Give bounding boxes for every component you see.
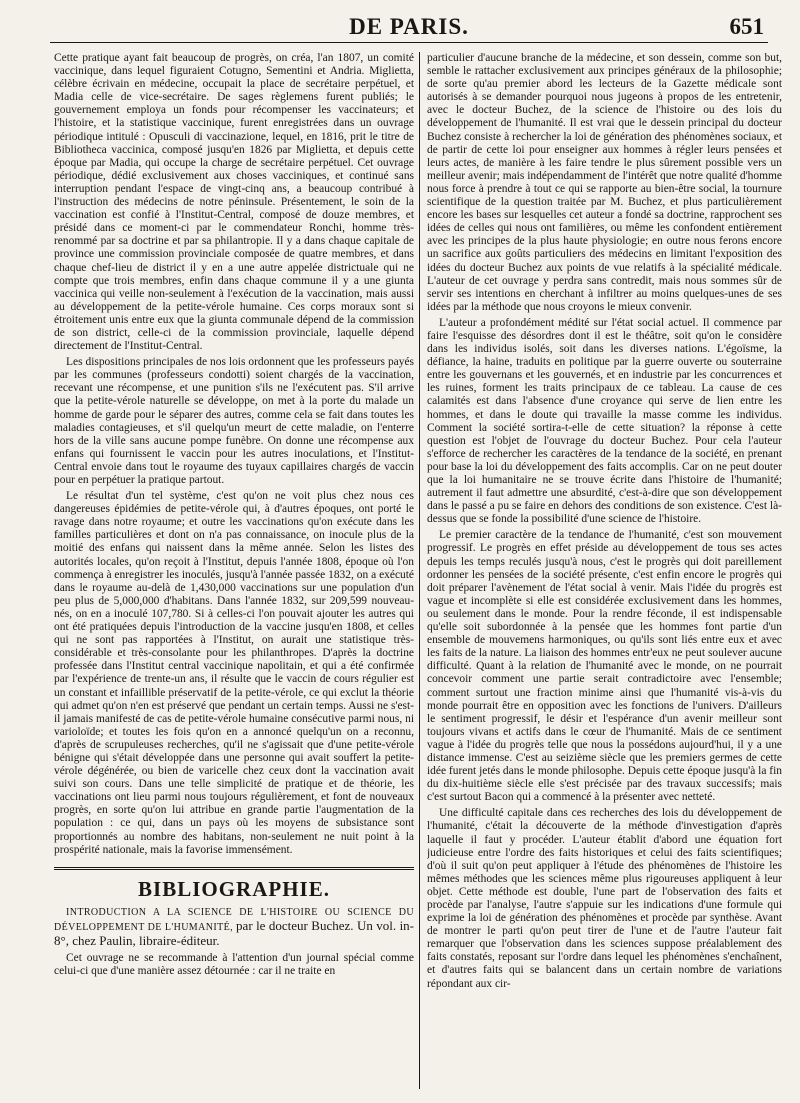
running-title: DE PARIS.: [349, 14, 469, 39]
bibliography-entry: [54, 906, 414, 949]
right-column: [427, 52, 782, 1089]
page-header: [50, 8, 768, 43]
article-paragraph: Cette pratique ayant fait beaucoup de progrès, on créa, l'an 1807, un comité vaccinique, dans lequel figuraient Cotugno, Sementini et Andria. Miglietta, célèbre écrivain en médecine, occupait la place de secrétaire perpétuel, et Madia celle de vice-secrétaire. De sages règlemens furent publiés; le gouvernement employa un fonds pour récompenser les vaccinateurs; et l'histoire, et la statistique vaccinique, furent enregistrées dans un ouvrage périodique intitulé : Opusculi di vaccinazione, lequel, en 1816, prit le titre de Bibliotheca vaccinica, composé jusqu'en 1826 par Miglietta, et depuis cette époque par Madia, qui occupe la charge de secrétaire perpétuel. Cet ouvrage périodique, dédié exclusivement aux choses vacciniques, et continué sans interruption pendant l'espace de vingt-cinq ans, a beaucoup contribué à l'instruction des médecins de notre péninsule. Présentement, le soin de la vaccination est confié à l'Institut-Central, composé de douze membres, et présidé dans ce moment-ci par le commendateur Ronchi, homme très-renommé par sa doctrine et par sa philantropie. Il y a dans chaque capitale de province une commission provinciale composée de quatre membres, et dans chaque chef-lieu de district il y en a une autre appelée districtuale qui ne compte que trois membres, enfin dans chaque commune il y a une giunta vaccinica qui veille non-seulement à l'exécution de la vaccination, mais aussi au développement de la petite-vérole humaine. Ces corps moraux sont si étroitement unis entre eux que la giunta communale dépend de la commission de son district, celle-ci de la commission provinciale, laquelle dépend directement de l'Institut-Central.: [54, 52, 414, 353]
article-paragraph: Les dispositions principales de nos lois ordonnent que les professeurs payés par les communes (professeurs condotti) soient chargés de la vaccination, recevant une récompense, et une punition s'ils ne l'exécutent pas. S'il arrive que la petite-vérole naturelle se développe, on met à la porte du malade un homme de garde pour le séparer des autres, comme cela se fait dans toutes les maladies contagieuses, et s'il quelqu'un meurt de cette maladie, on l'enterre hors de la ville sans aucune pompe funèbre. On donne une récompense aux enfans qui fournissent le vaccin pour les autres inoculations, et l'Institut-Central envoie dans tout le royaume des tuyaux capillaires chargés de vaccin pour en perpétuer la pratique partout.: [54, 356, 414, 486]
book-title: INTRODUCTION A LA SCIENCE DE L'HISTOIRE OU SCIENCE DU DÉVELOPPEMENT DE L'HUMANITÉ,: [54, 906, 414, 933]
page-number: 651: [729, 14, 764, 39]
bibliography-heading: BIBLIOGRAPHIE.: [138, 876, 330, 901]
review-paragraph: L'auteur a profondément médité sur l'état social actuel. Il commence par faire l'esquisse des désordres dont il est le théâtre, soit qu'on le considère dans les individus isolés, soit dans les diverses nations. L'égoïsme, la défiance, la haine, traduits en politique par la guerre ouverte ou souterraine entre les gouvernans et les gouvernés, et en industrie par les concurrences et les ruines, forment les traits principaux de ce tableau. La cause de ces calamités est dans l'absence d'une croyance qui serve de lien entre les hommes, et dans le doute qui travaille la masse comme les individus. Comment la société sortira-t-elle de cette situation? la réponse à cette question est l'objet de l'ouvrage du docteur Buchez. Pour cela l'auteur s'efforce de rechercher les caractères de la tendance de la société, en prenant pour base la loi du développement des faits accomplis. Car on ne peut douter que la loi humanitaire ne se trouve écrite dans l'histoire de l'humanité; autrement il faut admettre une absurdité, c'est-à-dire que son développement dans le passé a pu se faire en dehors des conditions de son existence. C'est là-dessus que se fonde la possibilité d'une science de l'histoire.: [427, 316, 782, 526]
review-paragraph: Le premier caractère de la tendance de l'humanité, c'est son mouvement progressif. Le progrès en effet préside au développement de tous ses actes depuis les temps reculés jusqu'à nous, c'est le progrès qui doit pareillement ordonner les pensées de la société présente, c'est enfin encore le progrès qui doit préparer l'avènement de l'état social à venir. Mais l'idée du progrès est vague et incomplète si elle est considérée exclusivement dans les hommes, ou seulement dans le monde. Pour la rendre féconde, il est indispensable qu'elle soit subordonnée à la pensée que les hommes font partie d'un ensemble de mouvemens harmoniques, ou qu'ils sont liés entre eux et avec les faits de la nature. La liaison des hommes entr'eux ne peut soulever aucune difficulté. Quant à la relation de l'humanité avec le monde, on ne pourrait concevoir comment une partie serait contradictoire avec l'ensemble; comment surtout une fraction minime ainsi que l'humanité vis-à-vis du monde pourrait être en opposition avec les fonctions de l'univers. D'ailleurs le sentiment progressif, le désir et l'espérance d'un avenir meilleur sont toujours vivans et actifs dans le cœur de l'humanité. Mais de ce sentiment vague à l'idée du progrès telle que nous la possédons aujourd'hui, il y a une distance immense. C'est au seizième siècle que les premiers germes de cette idée furent jetés dans le monde philosophe. Depuis cette époque jusqu'à la fin du dix-huitième siècle elle s'est précisée par des travaux successifs; mais c'est surtout Bacon qui a commencé à la présenter avec netteté.: [427, 529, 782, 804]
section-divider: [54, 867, 414, 870]
article-paragraph: Le résultat d'un tel système, c'est qu'on ne voit plus chez nous ces dangereuses épidémies de petite-vérole qui, à d'autres époques, ont porté le ravage dans notre royaume; et outre les vaccinations qu'on exécute dans les familles particulières et dont on n'a pas connaissance, on inocule plus de la moitié des enfans qui naissent dans la même année. Selon les listes des autorités locales, qu'on reçoit à l'Institut, depuis l'année 1808, époque où l'on commença à enregistrer les inoculés, jusqu'à l'année passée 1832, on a exécuté dans le royaume au-delà de 1,430,000 vaccinations sur une population d'un peu plus de 5,000,000 d'habitans. Dans l'année 1832, sur 209,599 nouveau-nés, on en a inoculé 107,780. Si à celles-ci l'on pouvait ajouter les autres qui ont été pratiquées depuis l'introduction de la vaccine jusqu'en 1808, et celles qui ne sont pas rapportées à l'Institut, on aurait une statistique très-considérable et très-consolante pour les philanthropes. D'après la doctrine professée dans l'Institut central vaccinique napolitain, et qui a été confirmée par l'expérience de trente-un ans, il résulte que le vaccin de cours régulier est un constant et infaillible préservatif de la petite-vérole, ce qui exclut la théorie qui admet qu'on n'en est préservé que pendant un certain temps. Aussi ne s'est-il jamais manifesté de cas de petite-vérole humaine consécutive parmi nous, ni varioloïde; et toutes les fois qu'on en a annoncé quelqu'un on a reconnu, d'après de scrupuleuses recherches, qu'il ne s'agissait que d'une petite-vérole bénigne qui s'était développée dans une personne qui avait souffert la petite-vérole dégénérée, ou bien de varicelle chez ceux dont la vaccination avait suivi son cours. Dans une telle simplicité de pratique et de théorie, les vaccinations ont lieu parmi nous toujours régulièrement, et font de nouveaux progrès, en sorte qu'on lui attribue en grande partie l'augmentation de la population : ce qui, dans un pays où les moyens de subsistance sont proportionnés au nombre des habitans, non-seulement ne nuit point à la prospérité nationale, mais la favorise immensément.: [54, 490, 414, 856]
book-details: par le docteur Buchez. Un vol. in-8°, chez Paulin, libraire-éditeur.: [54, 917, 414, 948]
left-column: [54, 52, 414, 1089]
review-paragraph: Une difficulté capitale dans ces recherches des lois du développement de l'humanité, c'était la découverte de la méthode d'investigation d'après laquelle il faut y procéder. L'auteur établit d'abord une équation fort judicieuse entre l'ordre des faits historiques et celui des faits scientifiques; d'où il suit qu'on peut appliquer à l'étude des phénomènes de l'histoire les mêmes méthodes que les sciences même plus rigoureuses appliquent à leur objet. Cette méthode est double, l'une part de l'observation des faits et procède par l'analyse, l'autre s'appuie sur les indications d'une formule qui exprime la loi de génération des phénomènes et procède par synthèse. Avant de montrer le parti qu'on peut tirer de l'une et de l'autre l'auteur fait remarquer que l'observation dans les sciences suppose préalablement des faits constatés, reposant sur l'ordre dans lequel les phénomènes s'enchaînent, et d'autres faits qui se balancent dans un certain nombre de variations répondant aux cir-: [427, 807, 782, 990]
review-paragraph: particulier d'aucune branche de la médecine, et son dessein, comme son but, semble le rattacher exclusivement aux principes généraux de la philosophie; de sorte qu'au premier abord les lecteurs de la Gazette médicale sont autorisés à se demander pourquoi nous jugeons à propos de les entretenir, avec le docteur Buchez, de la science de l'histoire ou des lois du développement de l'humanité. Il est vrai que le dessein principal du docteur Buchez consiste à rechercher la loi de génération des phénomènes sociaux, et de partir de cette loi pour enseigner aux hommes à régler leurs pensées et leurs actes, de manière à les faire tendre le plus sûrement possible vers un meilleur avenir; mais indépendamment de l'intérêt que notre qualité d'homme nous force à prendre à tout ce qui se rapporte au bien-être social, la tournure scientifique de la question traitée par M. Buchez, et plus particulièrement encore les bases sur lesquelles cet auteur a fondé sa doctrine, rapprochent ses idées de celles qui nous ont familières, ou même les confondent entièrement avec les principes de la plus haute physiologie; en outre nous ferons encore un sacrifice aux goûts particuliers des médecins en limitant l'exposition des idées du docteur Buchez aux points de vue relatifs à la spécialité médicale. L'auteur de cet ouvrage y perdra sans contredit, mais nous sommes sûr de servir ses intentions en cherchant à infiltrer au moins quelques-unes de ses idées par la méthode que nous croyons le mieux convenir.: [427, 52, 782, 313]
column-divider: [419, 52, 420, 1089]
review-paragraph: Cet ouvrage ne se recommande à l'attention d'un journal spécial comme celui-ci que d'une manière assez détournée : car il ne traite en: [54, 952, 414, 978]
